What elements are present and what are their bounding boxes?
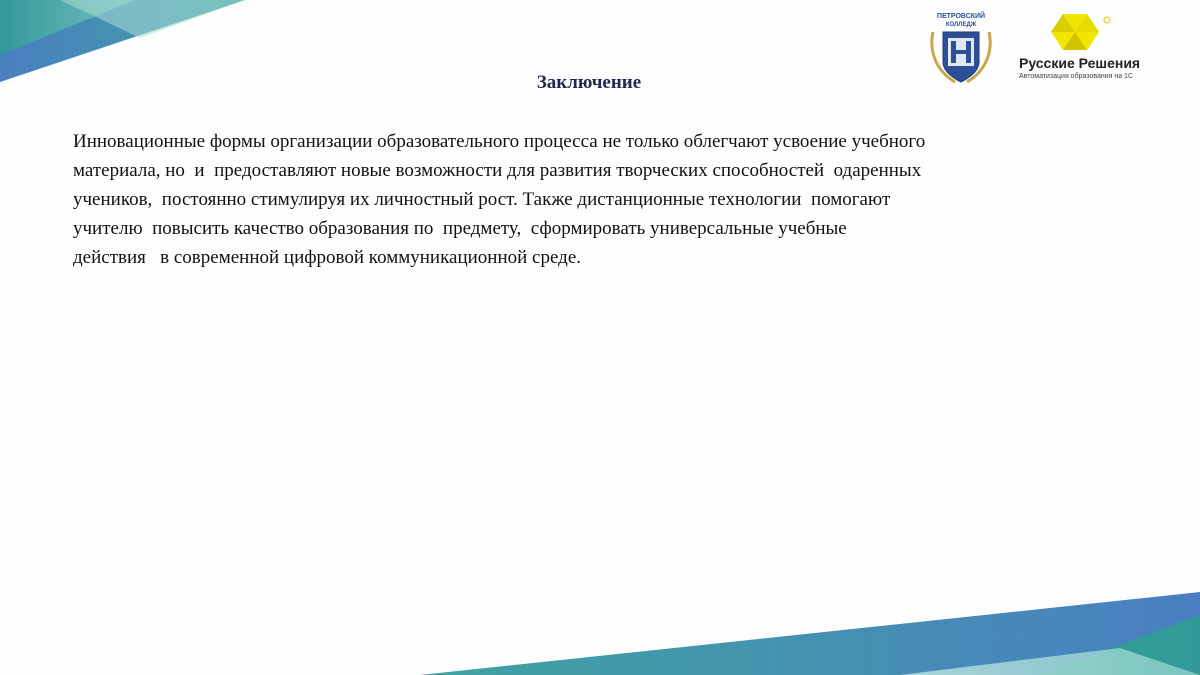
petrovsky-line2: КОЛЛЕДЖ: [945, 22, 977, 28]
petrovsky-line1: ПЕТРОВСКИЙ: [936, 13, 986, 20]
slide-body-text: Инновационные формы организации образовательного процесса не только облегчают усвоение учебного материала, но и предоставляют новые возможности для развития творческих способностей одаренных учеников, постоянно стимулируя их личностный рост. Также дистанционные технологии помогают учителю повысить качество образования по предмету, сформировать универсальные учебные действия в современной цифровой коммуникационной среде.: [73, 131, 926, 268]
russkie-resheniya-cube-icon: [1015, 12, 1155, 54]
slide-title: Заключение: [536, 72, 642, 93]
russkie-resheniya-name: Русские Решения: [1019, 55, 1141, 71]
russkie-resheniya-tagline: Автоматизация образования на 1С: [1019, 73, 1134, 80]
